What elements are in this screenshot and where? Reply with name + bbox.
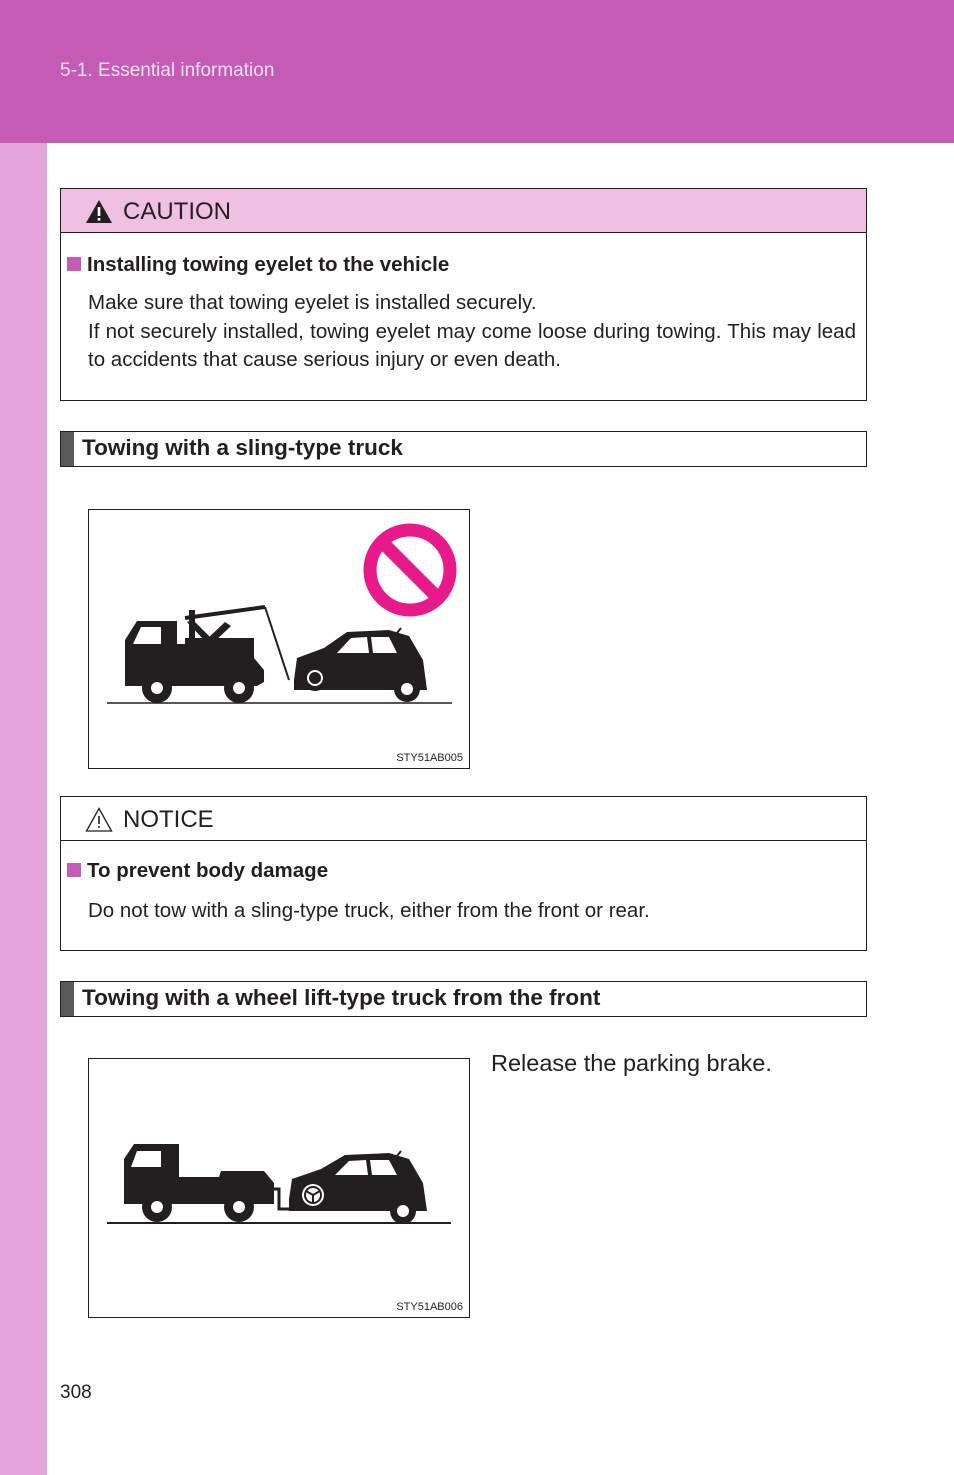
car-icon (294, 628, 427, 702)
figure-code: STY51AB006 (396, 1301, 463, 1313)
notice-subheading (67, 859, 328, 883)
tow-truck-sling-icon (125, 607, 289, 703)
notice-subheading-text: To prevent body damage (87, 859, 329, 882)
steering-wheel-icon (302, 1184, 324, 1206)
bullet-square-icon (67, 257, 81, 271)
notice-label: NOTICE (123, 806, 214, 833)
caution-paragraph: Make sure that towing eyelet is installed securely. (88, 291, 537, 314)
section-heading-text: Towing with a wheel lift-type truck from the front (82, 985, 601, 1010)
section-heading-wheel-lift (60, 981, 867, 1017)
notice-box (60, 796, 867, 951)
notice-header (61, 797, 866, 841)
caution-header (61, 189, 866, 233)
release-brake-text: Release the parking brake. (491, 1050, 772, 1076)
prohibited-icon (370, 530, 450, 610)
figure-sling-truck (88, 509, 470, 769)
caution-box (60, 188, 867, 401)
heading-bar (61, 432, 74, 466)
heading-bar (61, 982, 74, 1016)
notice-body (88, 897, 856, 926)
caution-body (88, 289, 856, 375)
page-number: 308 (60, 1382, 92, 1403)
figure-wheel-lift-truck (88, 1058, 470, 1318)
wheel-lift-truck-illustration (89, 1059, 469, 1317)
section-heading-sling (60, 431, 867, 467)
sidebar-tab (0, 143, 47, 1475)
tow-truck-wheel-lift-icon (124, 1144, 304, 1222)
warning-icon (85, 199, 113, 224)
notice-paragraph: Do not tow with a sling-type truck, either from the front or rear. (88, 899, 650, 922)
warning-outline-icon (85, 807, 113, 832)
section-heading-text: Towing with a sling-type truck (82, 435, 403, 460)
sling-truck-illustration (89, 510, 469, 768)
bullet-square-icon (67, 863, 81, 877)
caution-subheading-text: Installing towing eyelet to the vehicle (87, 253, 450, 276)
section-title: 5-1. Essential information (60, 60, 275, 81)
page-header (0, 0, 954, 143)
caution-paragraph: If not securely installed, towing eyelet may come loose during towing. This may lead to accidents that cause serious injury or even death. (88, 319, 856, 371)
caution-label: CAUTION (123, 198, 231, 225)
caution-subheading (67, 253, 449, 277)
figure-code: STY51AB005 (396, 752, 463, 764)
